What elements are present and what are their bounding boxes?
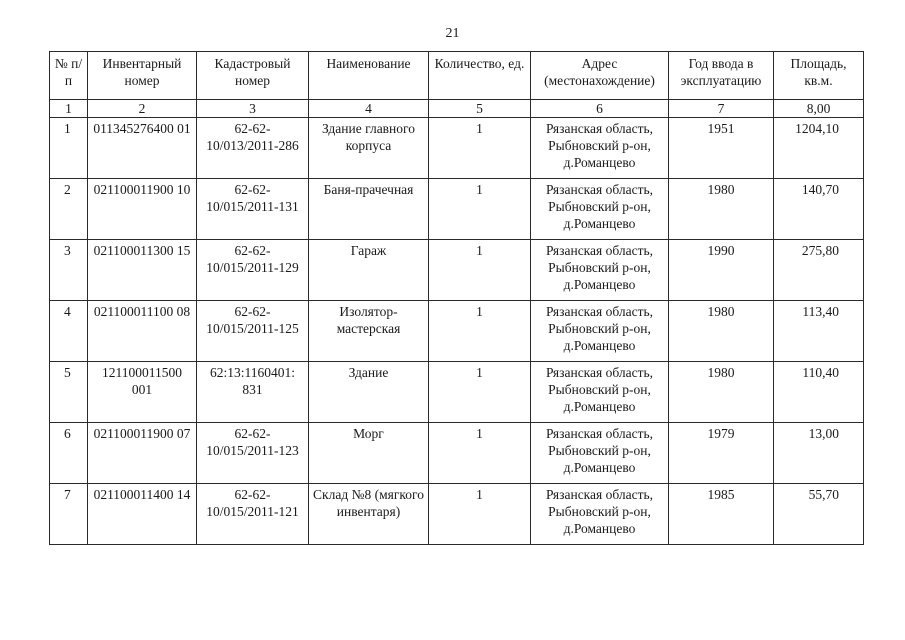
row-area: 1204,10 xyxy=(774,118,864,179)
row-inventory: 021100011900 07 xyxy=(88,423,197,484)
column-number: 5 xyxy=(429,100,531,118)
row-cadastral: 62-62-10/015/2011-131 xyxy=(197,179,309,240)
row-num: 7 xyxy=(50,484,88,545)
row-year: 1979 xyxy=(669,423,774,484)
row-year: 1951 xyxy=(669,118,774,179)
row-name: Изолятор-мастерская xyxy=(309,301,429,362)
row-inventory: 021100011100 08 xyxy=(88,301,197,362)
column-number: 2 xyxy=(88,100,197,118)
row-cadastral: 62-62-10/013/2011-286 xyxy=(197,118,309,179)
row-year: 1980 xyxy=(669,179,774,240)
row-cadastral: 62-62-10/015/2011-121 xyxy=(197,484,309,545)
column-number: 6 xyxy=(531,100,669,118)
row-inventory: 121100011500 001 xyxy=(88,362,197,423)
header-name: Наименование xyxy=(309,52,429,100)
row-cadastral: 62-62-10/015/2011-123 xyxy=(197,423,309,484)
row-address: Рязанская область, Рыбновский р-он, д.Романцево xyxy=(531,423,669,484)
row-quantity: 1 xyxy=(429,423,531,484)
header-num: № п/п xyxy=(50,52,88,100)
row-num: 3 xyxy=(50,240,88,301)
table-row xyxy=(50,362,864,423)
row-inventory: 011345276400 01 xyxy=(88,118,197,179)
row-name: Склад №8 (мягкого инвентаря) xyxy=(309,484,429,545)
row-num: 1 xyxy=(50,118,88,179)
property-registry-table xyxy=(49,51,864,545)
header-address: Адрес (местонахождение) xyxy=(531,52,669,100)
row-address: Рязанская область, Рыбновский р-он, д.Романцево xyxy=(531,301,669,362)
row-inventory: 021100011900 10 xyxy=(88,179,197,240)
row-quantity: 1 xyxy=(429,118,531,179)
row-name: Морг xyxy=(309,423,429,484)
row-num: 2 xyxy=(50,179,88,240)
row-area: 13,00 xyxy=(774,423,864,484)
row-name: Здание главного корпуса xyxy=(309,118,429,179)
header-year: Год ввода в эксплуатацию xyxy=(669,52,774,100)
row-year: 1980 xyxy=(669,362,774,423)
row-cadastral: 62:13:1160401: 831 xyxy=(197,362,309,423)
row-year: 1985 xyxy=(669,484,774,545)
row-address: Рязанская область, Рыбновский р-он, д.Романцево xyxy=(531,179,669,240)
row-inventory: 021100011300 15 xyxy=(88,240,197,301)
column-number: 4 xyxy=(309,100,429,118)
row-num: 5 xyxy=(50,362,88,423)
row-inventory: 021100011400 14 xyxy=(88,484,197,545)
header-cadastral: Кадастровый номер xyxy=(197,52,309,100)
row-cadastral: 62-62-10/015/2011-129 xyxy=(197,240,309,301)
table-row xyxy=(50,179,864,240)
row-address: Рязанская область, Рыбновский р-он, д.Романцево xyxy=(531,118,669,179)
row-cadastral: 62-62-10/015/2011-125 xyxy=(197,301,309,362)
row-quantity: 1 xyxy=(429,362,531,423)
row-quantity: 1 xyxy=(429,301,531,362)
table-row xyxy=(50,484,864,545)
header-quantity: Количество, ед. xyxy=(429,52,531,100)
column-number: 8,00 xyxy=(774,100,864,118)
row-year: 1980 xyxy=(669,301,774,362)
table-row xyxy=(50,118,864,179)
row-address: Рязанская область, Рыбновский р-он, д.Романцево xyxy=(531,240,669,301)
table-row xyxy=(50,423,864,484)
column-number: 1 xyxy=(50,100,88,118)
column-number: 7 xyxy=(669,100,774,118)
row-name: Гараж xyxy=(309,240,429,301)
header-area: Площадь, кв.м. xyxy=(774,52,864,100)
row-quantity: 1 xyxy=(429,179,531,240)
row-area: 113,40 xyxy=(774,301,864,362)
row-area: 140,70 xyxy=(774,179,864,240)
row-name: Здание xyxy=(309,362,429,423)
row-area: 275,80 xyxy=(774,240,864,301)
column-number: 3 xyxy=(197,100,309,118)
row-year: 1990 xyxy=(669,240,774,301)
header-inventory: Инвентарный номер xyxy=(88,52,197,100)
row-quantity: 1 xyxy=(429,240,531,301)
page-number: 21 xyxy=(445,26,460,41)
column-number-row xyxy=(50,100,864,118)
row-address: Рязанская область, Рыбновский р-он, д.Романцево xyxy=(531,484,669,545)
table-row xyxy=(50,240,864,301)
row-name: Баня-прачечная xyxy=(309,179,429,240)
header-row xyxy=(50,52,864,100)
row-area: 55,70 xyxy=(774,484,864,545)
row-num: 4 xyxy=(50,301,88,362)
row-quantity: 1 xyxy=(429,484,531,545)
row-address: Рязанская область, Рыбновский р-он, д.Романцево xyxy=(531,362,669,423)
row-num: 6 xyxy=(50,423,88,484)
table-row xyxy=(50,301,864,362)
row-area: 110,40 xyxy=(774,362,864,423)
